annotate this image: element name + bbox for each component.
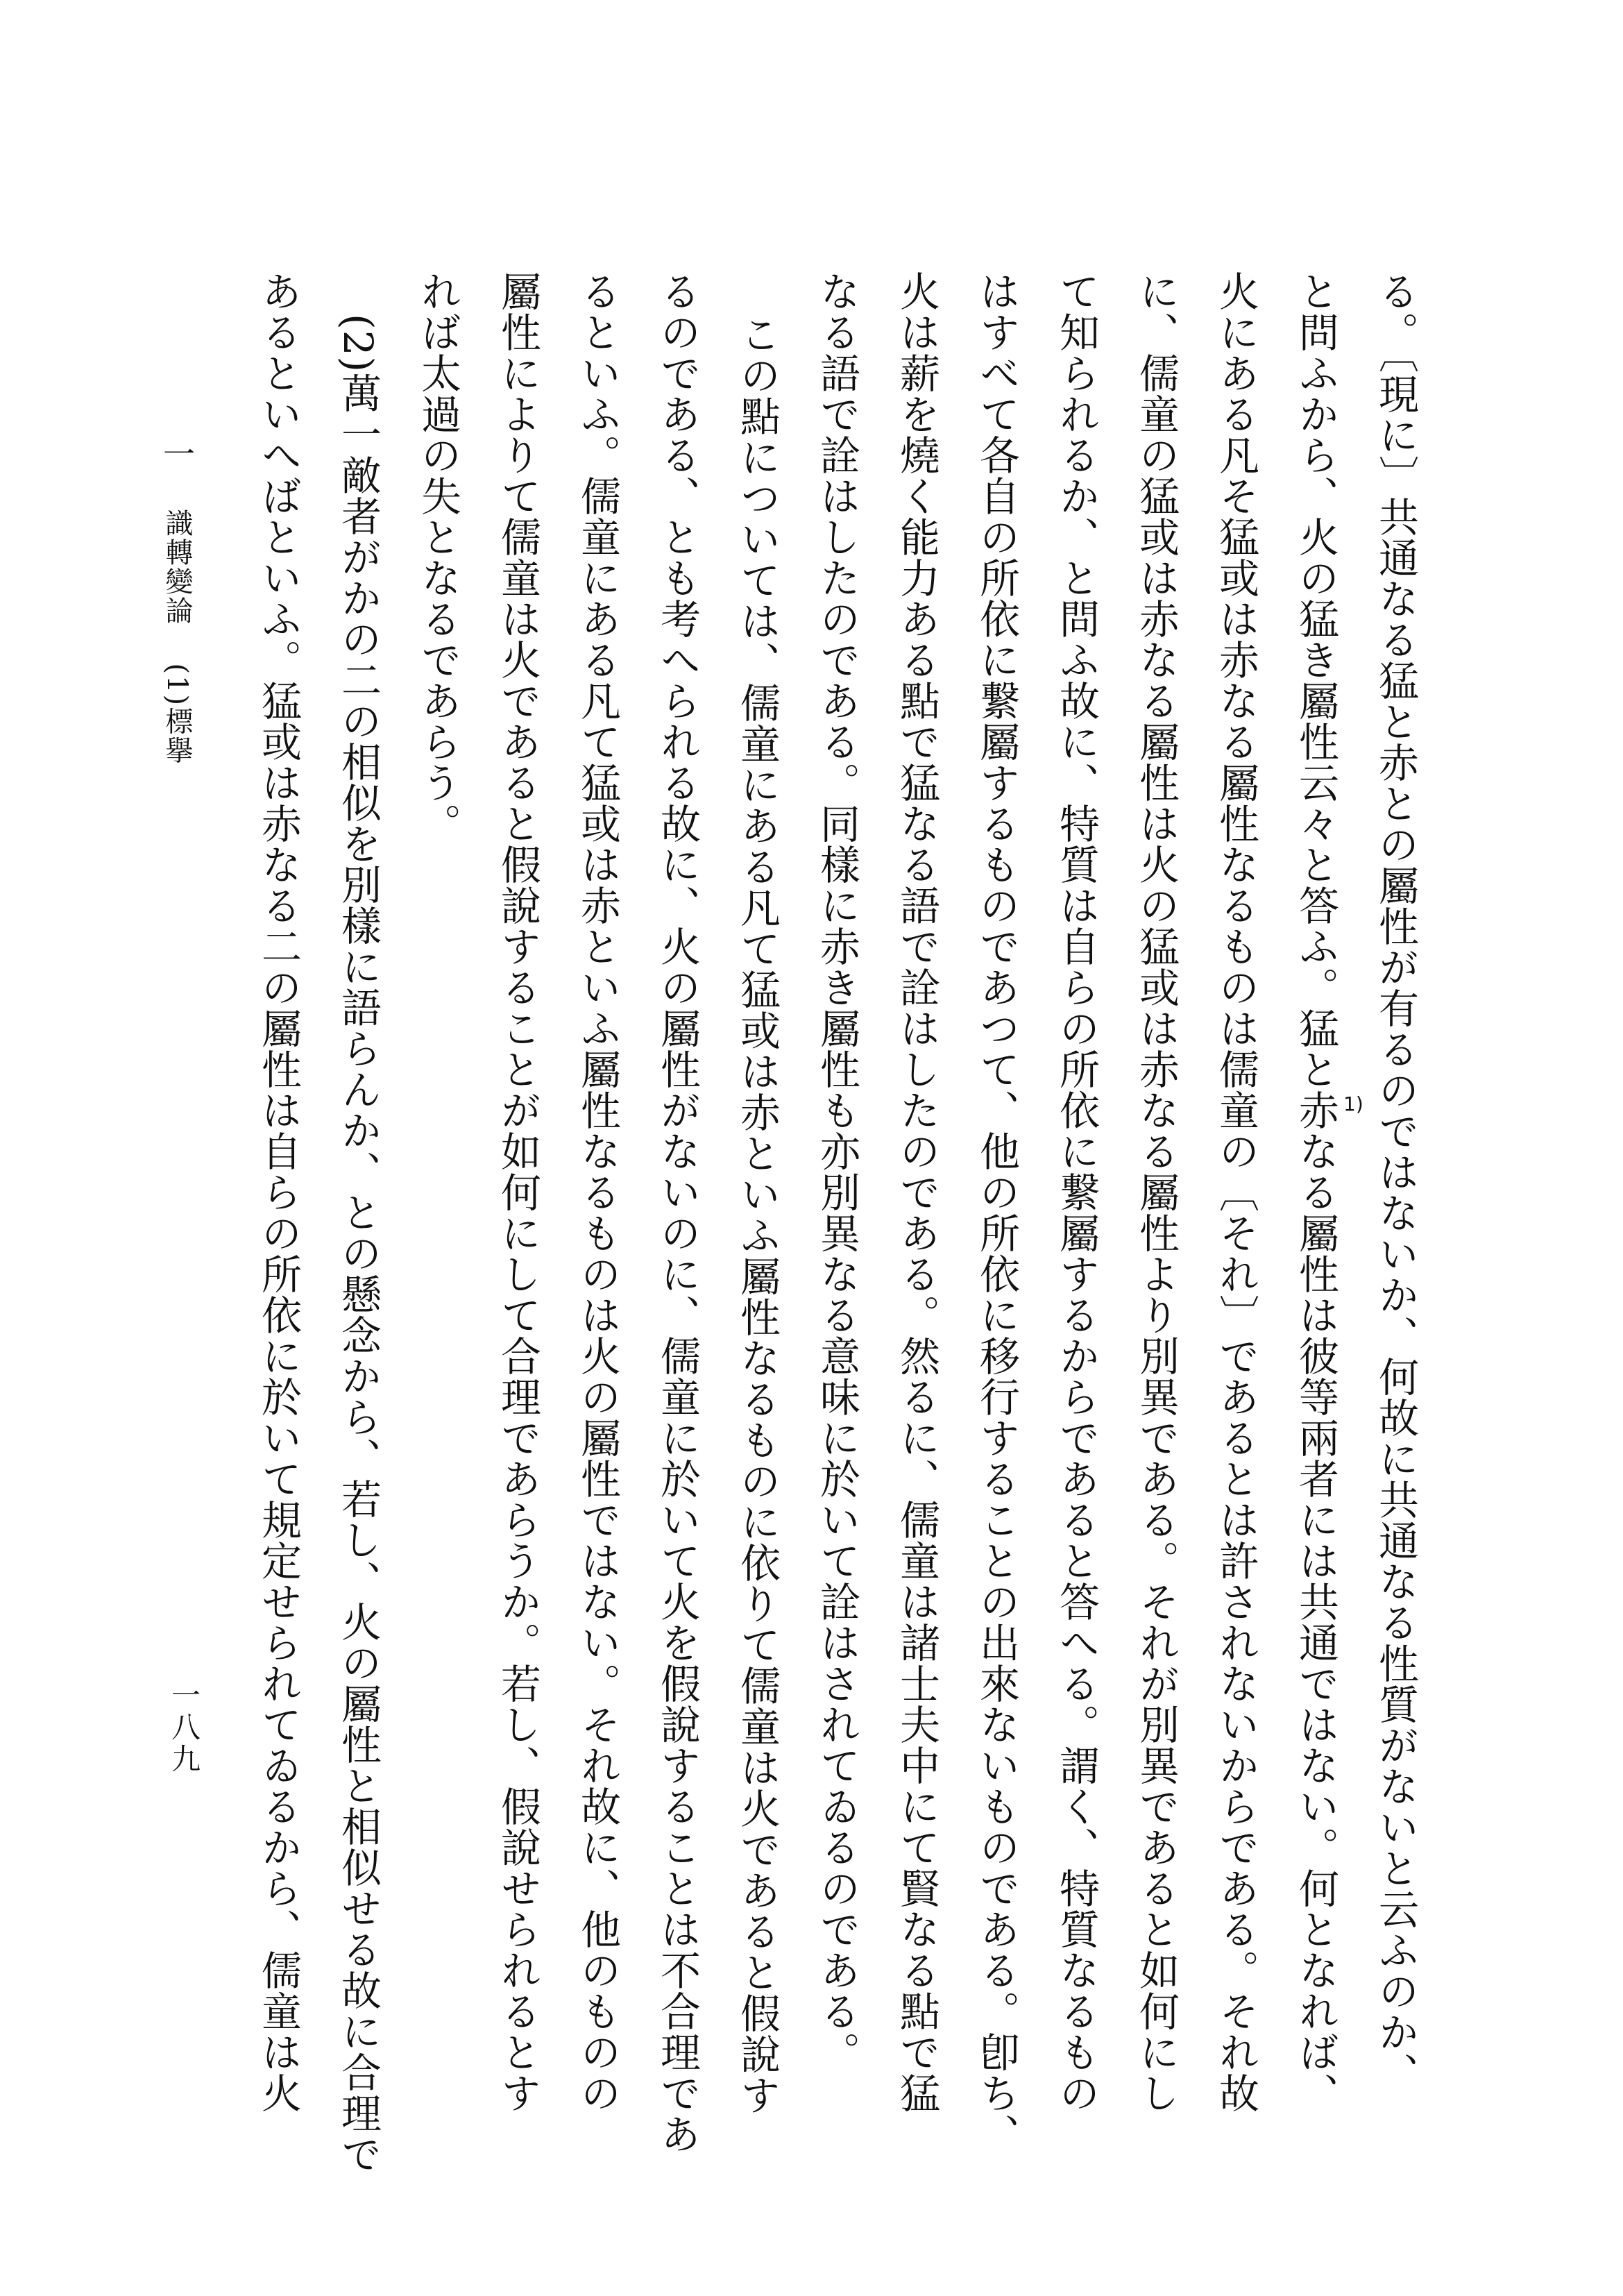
text-line: と問ふから、火の猛き屬性云々と答ふ。猛と赤なる屬性は彼等兩者には共通ではない。何となれば、 [1292,271,1339,2113]
text-line: あるといへばといふ。猛或は赤なる二の屬性は自らの所依に於いて規定せられてゐるから、儒童は火 [255,271,302,2113]
body-text [220,271,1419,2175]
text-line: れば太過の失となるであらう。 [414,271,461,844]
text-line: 火にある凡そ猛或は赤なる屬性なるものは儒童の〔それ〕であるとは許されないからである。それ故 [1212,271,1259,2113]
text-line: に、儒童の猛或は赤なる屬性は火の猛或は赤なる屬性より別異である。それが別異であると如何にし [1132,271,1180,2113]
text-line: 火は薪を燒く能力ある點で猛なる語で詮はしたのである。然るに、儒童は諸士夫中にて賢なる點で猛 [893,271,940,2113]
text-line: るのである、とも考へられる故に、火の屬性がないのに、儒童に於いて火を假說することは不合理であ [654,271,701,2154]
text-line: る。〔現に〕共通なる猛と赤との屬性が有るのではないか、何故に共通なる性質がないと云ふのか、 [1372,271,1419,2093]
text-line: はすべて各自の所依に繋屬するものであつて、他の所依に移行することの出來ないものである。卽ち、 [973,271,1020,2154]
text-line: 屬性によりて儒童は火であると假說することが如何にして合理であらうか。若し、假說せられるとす [494,271,541,2113]
page-number: 一八九 [167,1680,201,1775]
text-line: るといふ。儒童にある凡て猛或は赤といふ屬性なるものは火の屬性ではない。それ故に、他のものの [574,271,621,2113]
running-footer [156,437,198,765]
chapter-number: 一 [158,437,196,471]
text-line: なる語で詮はしたのである。同樣に赤き屬性も亦別異なる意味に於いて詮はされてゐるのである。 [813,271,860,2073]
footnote-marker: 1) [1343,1092,1363,1115]
section-label: (1)標擧 [161,663,193,766]
paragraph-start-line: (2)萬一敵者がかの二の相似を別樣に語らんか、との懸念から、若し、火の屬性と相似せる故に合理で [334,314,382,2175]
chapter-title: 識轉變論 [161,508,193,625]
text-line: て知られるか、と問ふ故に、特質は自らの所依に繋屬するからであると答へる。謂く、特質なるもの [1053,271,1100,2113]
paragraph-start-line: この點については、儒童にある凡て猛或は赤といふ屬性なるものに依りて儒童は火であると假說す [733,314,781,2116]
